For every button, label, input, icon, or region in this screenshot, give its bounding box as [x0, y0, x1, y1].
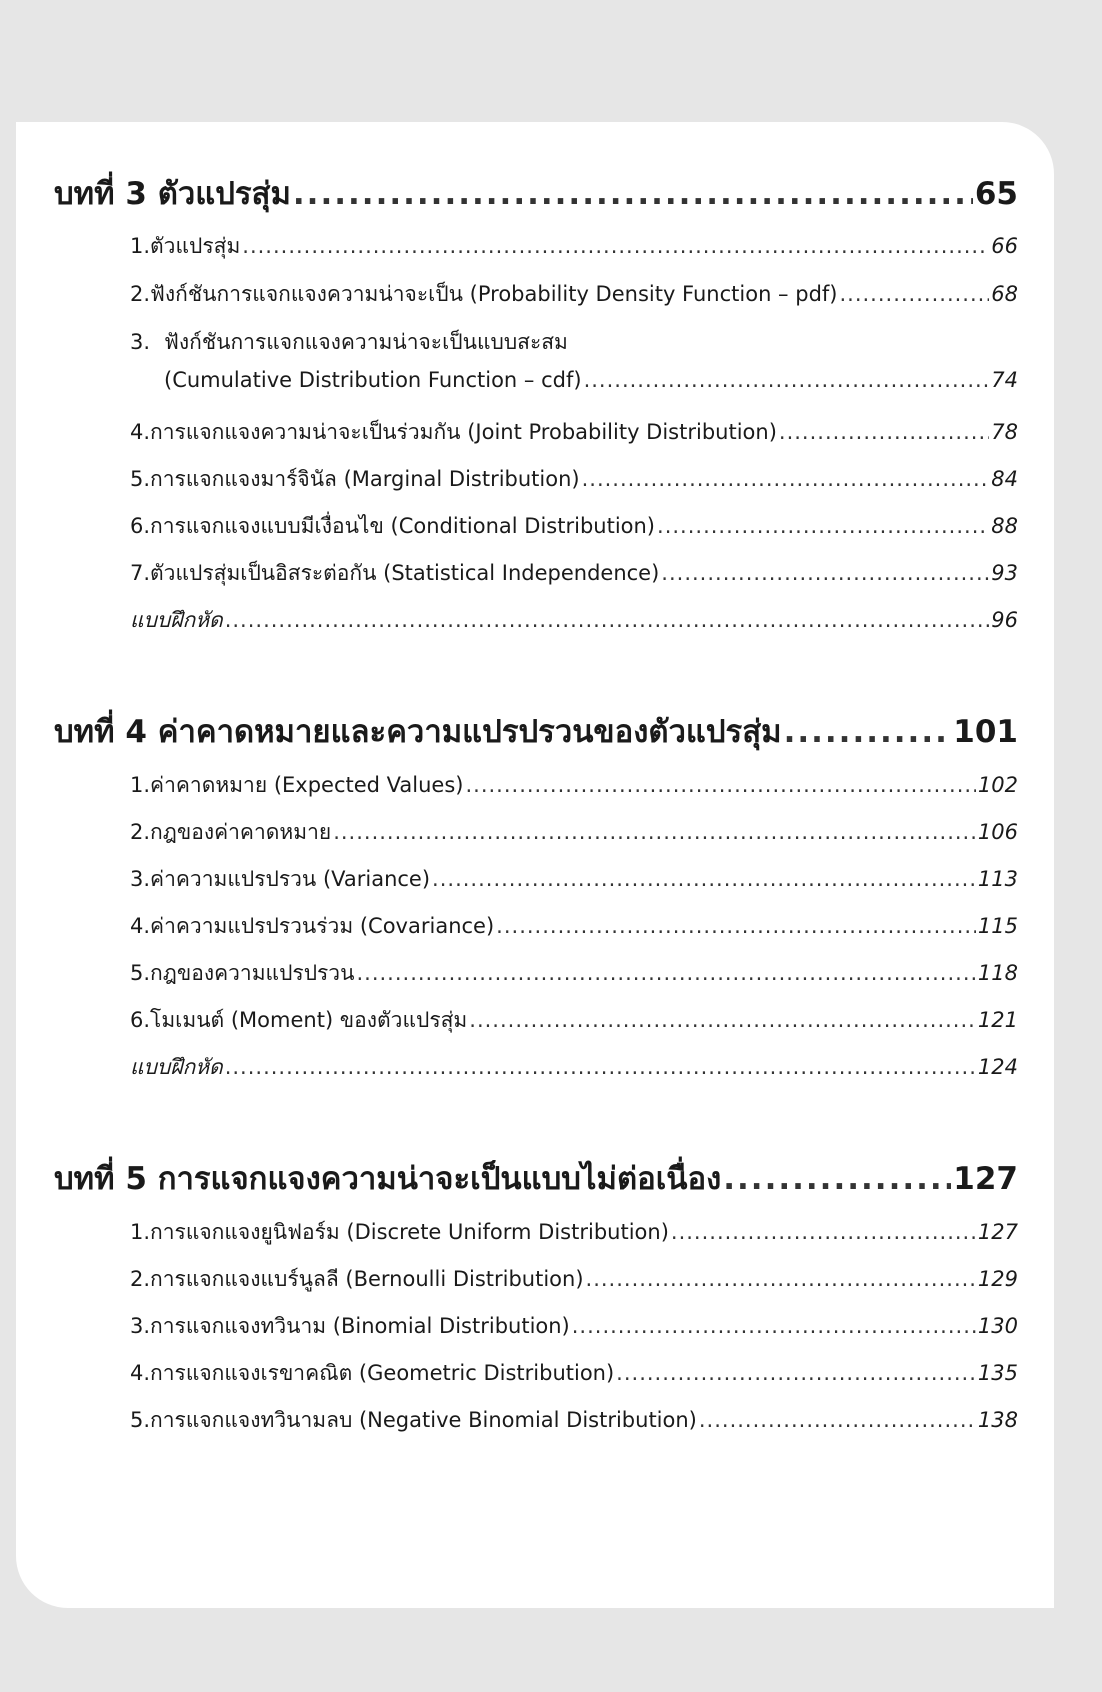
toc-entry[interactable] [130, 1263, 1018, 1296]
entry-page-number: 124 [977, 1055, 1018, 1079]
entry-page-number: 74 [991, 368, 1018, 392]
entry-number: 4. [130, 1361, 151, 1385]
entry-title: ค่าความแปรปรวนร่วม (Covariance) [150, 914, 495, 938]
exercise-title: แบบฝึกหัด [130, 1055, 223, 1079]
entry-title: การแจกแจงเรขาคณิต (Geometric Distribution) [150, 1361, 615, 1385]
entry-number: 1. [130, 773, 151, 797]
entry-title: กฎของความแปรปรวน [150, 961, 355, 985]
chapter-3-heading[interactable] [54, 168, 1018, 218]
toc-entry[interactable] [130, 1216, 1018, 1249]
entry-title: ค่าคาดหมาย (Expected Values) [150, 773, 464, 797]
entry-number: 1. [130, 234, 151, 258]
chapter-page-number: 127 [953, 1161, 1018, 1197]
dot-leader [582, 467, 990, 491]
dot-leader [225, 608, 990, 632]
toc-entry[interactable] [130, 463, 1018, 496]
toc-entry[interactable] [130, 910, 1018, 943]
entry-page-number: 138 [977, 1408, 1018, 1432]
toc-entry[interactable] [130, 416, 1018, 449]
chapter-4-heading[interactable] [54, 706, 1018, 756]
toc-entry[interactable] [130, 863, 1018, 896]
entry-title: กฎของค่าคาดหมาย [150, 820, 332, 844]
chapter-title: บทที่ 5 การแจกแจงความน่าจะเป็นแบบไม่ต่อเนื่อง [54, 1161, 722, 1197]
entry-title: การแจกแจงความน่าจะเป็นร่วมกัน (Joint Probability Distribution) [150, 420, 777, 444]
entry-number: 7. [130, 561, 151, 585]
entry-title: การแจกแจงแบร์นูลลี (Bernoulli Distribution) [150, 1267, 584, 1291]
toc-entry[interactable] [130, 769, 1018, 802]
entry-page-number: 78 [991, 420, 1018, 444]
dot-leader [572, 1314, 976, 1338]
entry-page-number: 66 [991, 234, 1018, 258]
entry-number: 1. [130, 1220, 151, 1244]
dot-leader [723, 1161, 951, 1197]
toc-entry[interactable] [130, 510, 1018, 543]
dot-leader [496, 914, 976, 938]
entry-page-number: 121 [977, 1008, 1018, 1032]
entry-title: การแจกแจงยูนิฟอร์ม (Discrete Uniform Distribution) [150, 1220, 669, 1244]
dot-leader [333, 820, 976, 844]
entry-number: 4. [130, 420, 151, 444]
entry-page-number: 102 [977, 773, 1018, 797]
entry-title: ฟังก์ชันการแจกแจงความน่าจะเป็นแบบสะสม [164, 330, 568, 354]
toc-entry[interactable] [130, 1357, 1018, 1390]
dot-leader [616, 1361, 976, 1385]
entry-title: ค่าความแปรปรวน (Variance) [150, 867, 431, 891]
dot-leader [584, 368, 990, 392]
toc-entry[interactable] [130, 230, 1018, 263]
dot-leader [465, 773, 975, 797]
entry-title-continued: (Cumulative Distribution Function – cdf) [164, 368, 582, 392]
entry-number: 5. [130, 961, 151, 985]
chapter-title: บทที่ 4 ค่าคาดหมายและความแปรปรวนของตัวแปรสุ่ม [54, 714, 782, 750]
dot-leader [242, 234, 989, 258]
entry-number: 2. [130, 282, 151, 306]
entry-number: 6. [130, 1008, 151, 1032]
toc-entry-exercise[interactable] [130, 1051, 1018, 1084]
entry-title: ตัวแปรสุ่มเป็นอิสระต่อกัน (Statistical Independence) [150, 561, 660, 585]
entry-title: การแจกแจงแบบมีเงื่อนไข (Conditional Distribution) [150, 514, 656, 538]
entry-title: การแจกแจงทวินาม (Binomial Distribution) [150, 1314, 570, 1338]
dot-leader [784, 714, 952, 750]
entry-number: 2. [130, 1267, 151, 1291]
dot-leader [699, 1408, 976, 1432]
dot-leader [586, 1267, 976, 1291]
toc-entry-exercise[interactable] [130, 604, 1018, 637]
entry-page-number: 106 [977, 820, 1018, 844]
dot-leader [657, 514, 989, 538]
dot-leader [432, 867, 976, 891]
dot-leader [671, 1220, 976, 1244]
entry-page-number: 68 [991, 282, 1018, 306]
dot-leader [293, 176, 973, 212]
entry-number: 6. [130, 514, 151, 538]
entry-number: 3. [130, 867, 151, 891]
entry-number: 5. [130, 467, 151, 491]
chapter-page-number: 65 [974, 176, 1018, 212]
toc-entry[interactable] [130, 278, 1018, 311]
toc-entry[interactable] [130, 326, 1018, 359]
entry-page-number: 93 [991, 561, 1018, 585]
toc-entry[interactable] [130, 816, 1018, 849]
entry-title: การแจกแจงมาร์จินัล (Marginal Distribution) [150, 467, 580, 491]
entry-title: โมเมนต์ (Moment) ของตัวแปรสุ่ม [150, 1008, 468, 1032]
entry-number: 3. [130, 1314, 151, 1338]
entry-number: 5. [130, 1408, 151, 1432]
toc-entry[interactable] [130, 1004, 1018, 1037]
toc-entry[interactable] [130, 557, 1018, 590]
dot-leader [839, 282, 989, 306]
chapter-5-heading[interactable] [54, 1153, 1018, 1203]
toc-entry[interactable] [130, 957, 1018, 990]
dot-leader [225, 1055, 976, 1079]
entry-page-number: 135 [977, 1361, 1018, 1385]
dot-leader [356, 961, 975, 985]
entry-page-number: 118 [977, 961, 1018, 985]
entry-title: การแจกแจงทวินามลบ (Negative Binomial Distribution) [150, 1408, 697, 1432]
toc-entry[interactable] [130, 1310, 1018, 1343]
entry-page-number: 127 [977, 1220, 1018, 1244]
chapter-page-number: 101 [953, 714, 1018, 750]
toc-entry-continuation[interactable] [164, 368, 1018, 392]
entry-page-number: 130 [977, 1314, 1018, 1338]
dot-leader [469, 1008, 976, 1032]
entry-page-number: 88 [991, 514, 1018, 538]
dot-leader [779, 420, 989, 444]
entry-title: ฟังก์ชันการแจกแจงความน่าจะเป็น (Probability Density Function – pdf) [150, 282, 838, 306]
entry-title: ตัวแปรสุ่ม [150, 234, 241, 258]
entry-page-number: 96 [991, 608, 1018, 632]
toc-entry[interactable] [130, 1404, 1018, 1437]
exercise-title: แบบฝึกหัด [130, 608, 223, 632]
entry-number: 2. [130, 820, 151, 844]
entry-page-number: 115 [977, 914, 1018, 938]
entry-number: 4. [130, 914, 151, 938]
chapter-title: บทที่ 3 ตัวแปรสุ่ม [54, 176, 291, 212]
entry-page-number: 113 [977, 867, 1018, 891]
entry-page-number: 129 [977, 1267, 1018, 1291]
entry-number: 3. [130, 330, 151, 354]
dot-leader [661, 561, 989, 585]
entry-page-number: 84 [991, 467, 1018, 491]
